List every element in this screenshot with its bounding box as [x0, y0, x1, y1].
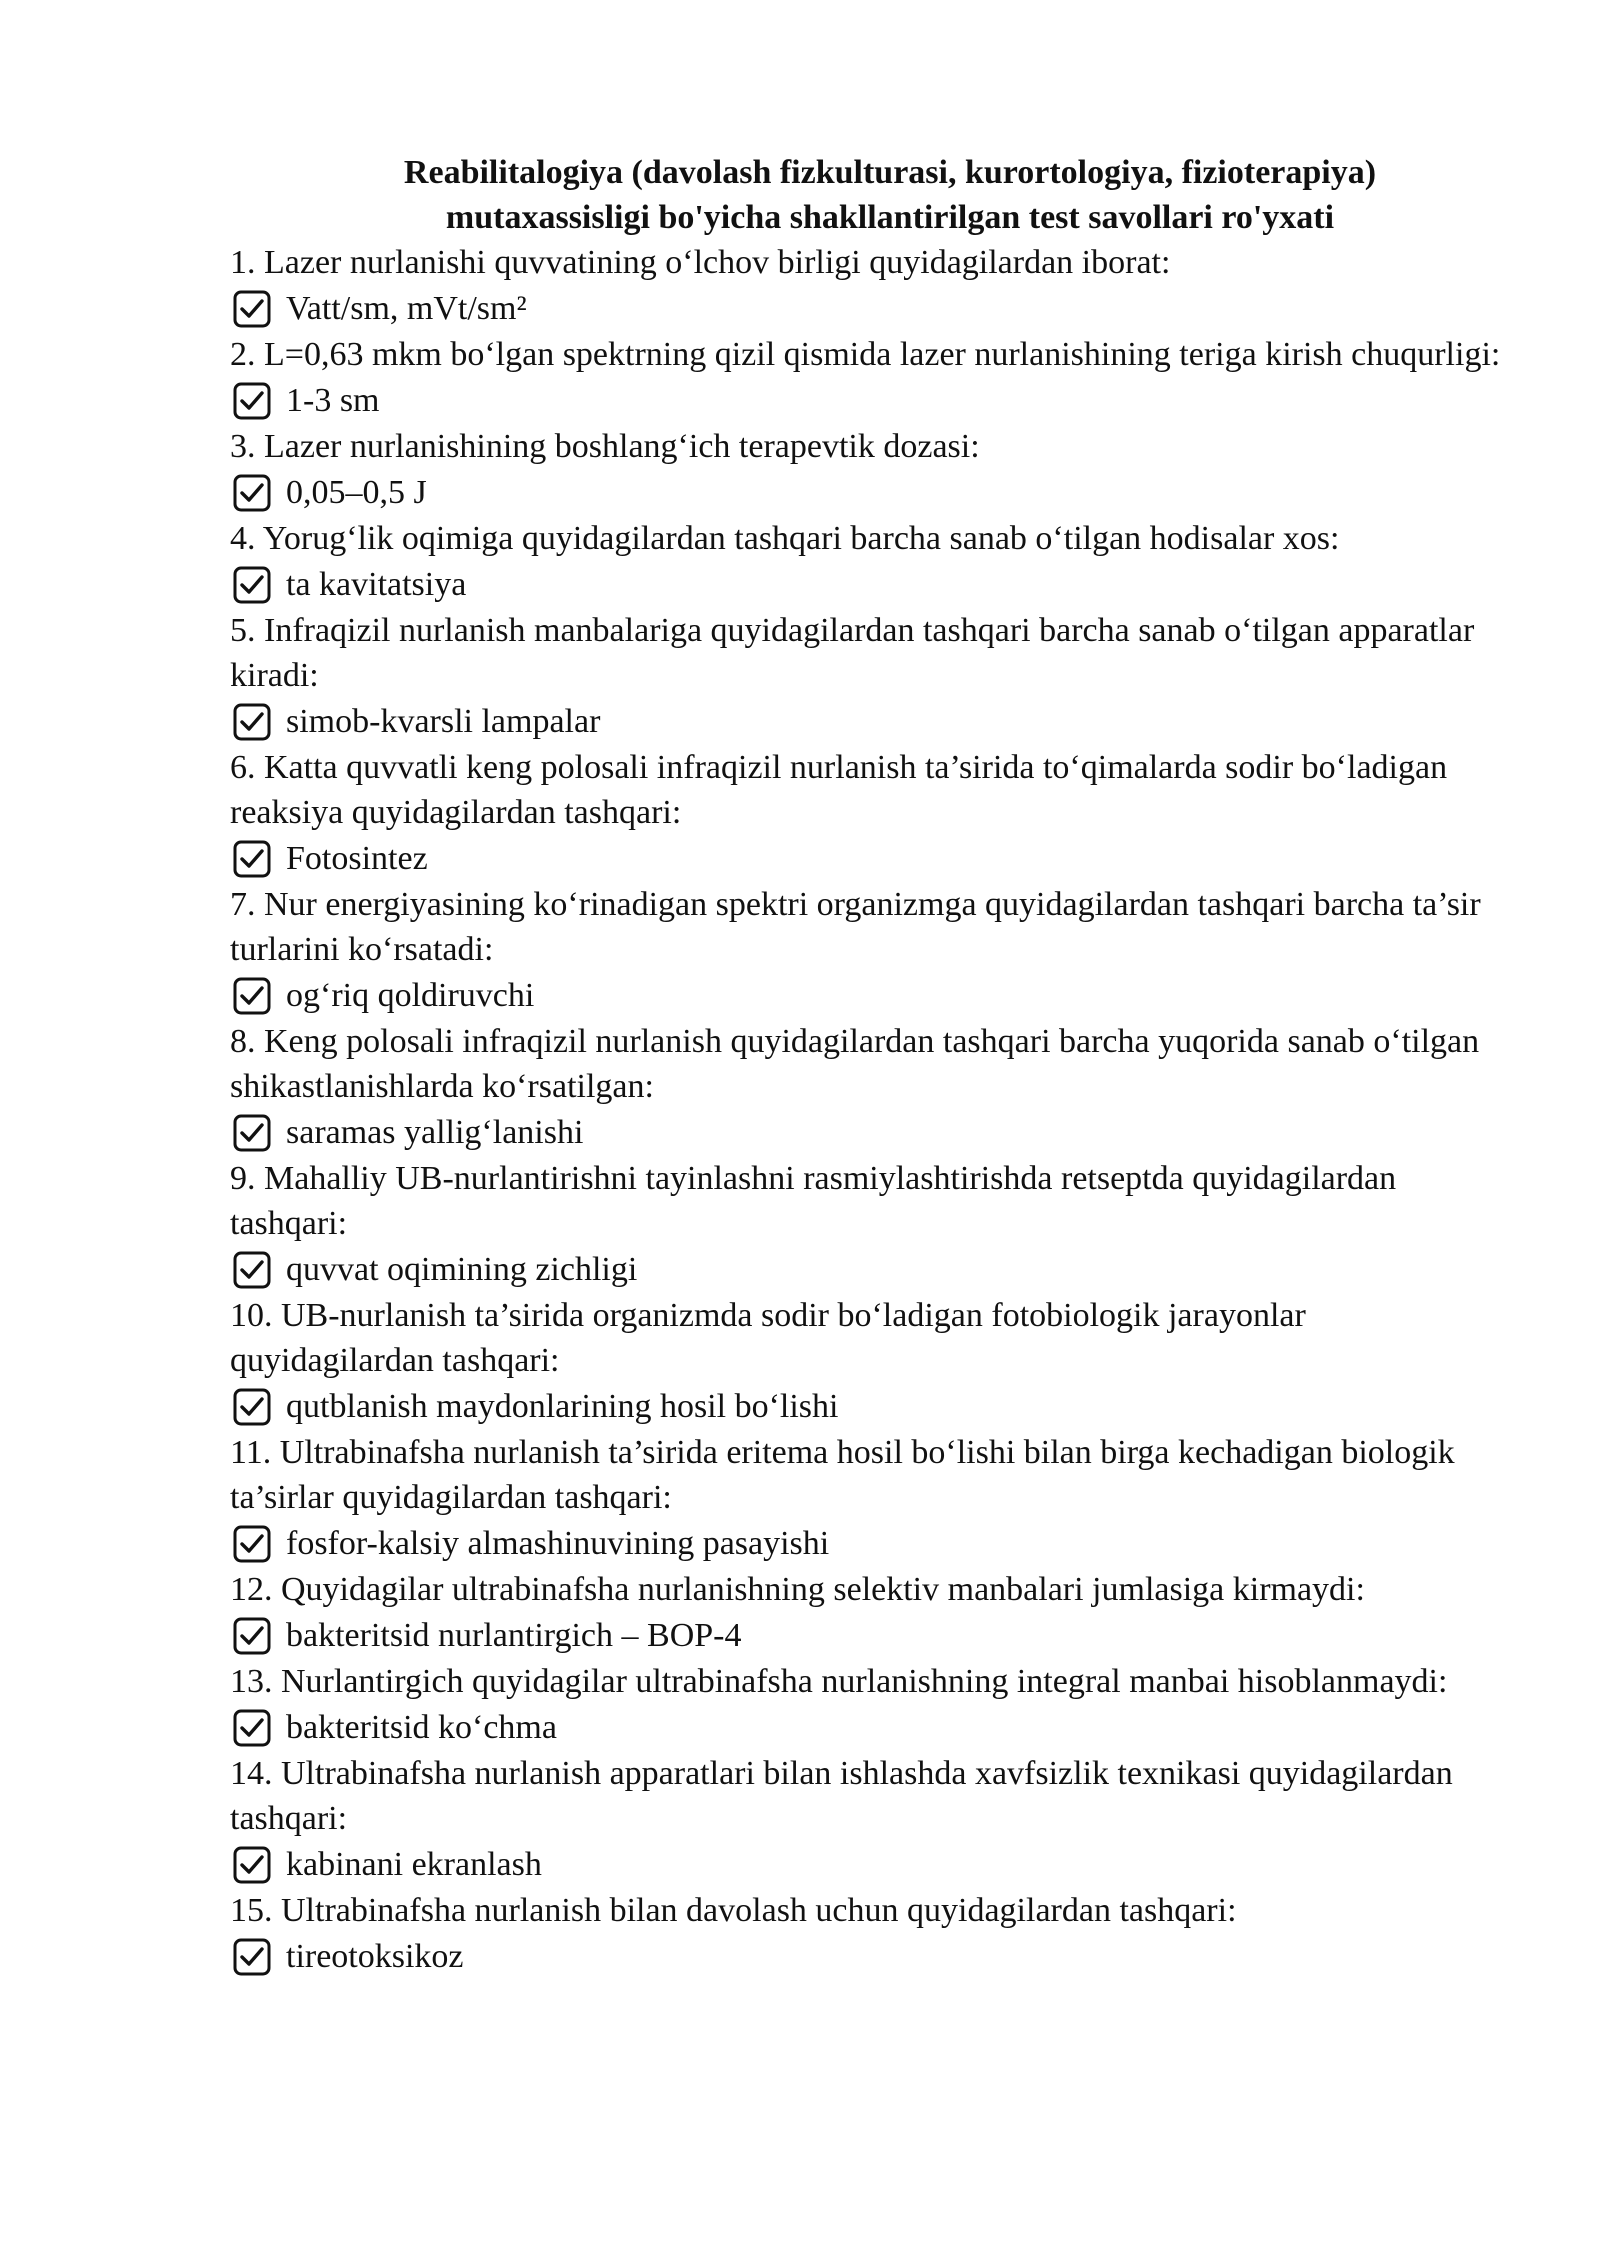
answer-text: Fotosintez — [286, 840, 428, 877]
answer-text: bakteritsid nurlantirgich – BOP-4 — [286, 1617, 742, 1654]
answer-row — [230, 1246, 1510, 1293]
document-title — [230, 150, 1510, 240]
answer-text: simob-kvarsli lampalar — [286, 703, 601, 740]
answer-row — [230, 1109, 1510, 1156]
checked-box-icon — [232, 1524, 272, 1564]
answer-text: ta kavitatsiya — [286, 566, 467, 603]
answer-text: quvvat oqimining zichligi — [286, 1251, 638, 1288]
question-text: 10. UB-nurlanish ta’sirida organizmda sodir bo‘ladigan fotobiologik jarayonlar quyidagilardan tashqari: — [230, 1297, 1306, 1379]
answer-row — [230, 1383, 1510, 1430]
checked-box-icon — [232, 1250, 272, 1290]
title-line-1: Reabilitalogiya (davolash fizkulturasi, kurortologiya, fizioterapiya) — [403, 154, 1377, 191]
question-item — [230, 424, 1510, 516]
checked-box-icon — [232, 702, 272, 742]
question-list — [230, 240, 1510, 1980]
question-item — [230, 1751, 1510, 1888]
question-item — [230, 1659, 1510, 1751]
answer-row — [230, 469, 1510, 516]
question-text: 14. Ultrabinafsha nurlanish apparatlari bilan ishlashda xavfsizlik texnikasi quyidagilardan tashqari: — [230, 1755, 1453, 1837]
question-text: 11. Ultrabinafsha nurlanish ta’sirida eritema hosil bo‘lishi bilan birga kechadigan biologik ta’sirlar quyidagilardan tashqari: — [230, 1434, 1455, 1516]
checked-box-icon — [232, 1387, 272, 1427]
checked-box-icon — [232, 289, 272, 329]
answer-row — [230, 377, 1510, 424]
answer-row — [230, 1933, 1510, 1980]
question-text: 15. Ultrabinafsha nurlanish bilan davolash uchun quyidagilardan tashqari: — [230, 1892, 1237, 1929]
answer-row — [230, 1704, 1510, 1751]
checked-box-icon — [232, 1616, 272, 1656]
question-text: 13. Nurlantirgich quyidagilar ultrabinafsha nurlanishning integral manbai hisoblanmaydi: — [230, 1663, 1448, 1700]
question-item — [230, 745, 1510, 882]
checked-box-icon — [232, 473, 272, 513]
question-text: 6. Katta quvvatli keng polosali infraqizil nurlanish ta’sirida to‘qimalarda sodir bo‘ladigan reaksiya quyidagilardan tashqari: — [230, 749, 1448, 831]
question-text: 3. Lazer nurlanishining boshlang‘ich terapevtik dozasi: — [230, 428, 980, 465]
answer-row — [230, 561, 1510, 608]
answer-text: Vatt/sm, mVt/sm² — [286, 290, 527, 327]
answer-text: qutblanish maydonlarining hosil bo‘lishi — [286, 1388, 839, 1425]
question-text: 8. Keng polosali infraqizil nurlanish quyidagilardan tashqari barcha yuqorida sanab o‘tilgan shikastlanishlarda ko‘rsatilgan: — [230, 1023, 1480, 1105]
question-item — [230, 332, 1510, 424]
title-line-2: mutaxassisligi bo'yicha shakllantirilgan test savollari ro'yxati — [445, 199, 1335, 236]
question-item — [230, 516, 1510, 608]
checked-box-icon — [232, 565, 272, 605]
checked-box-icon — [232, 1845, 272, 1885]
question-text: 9. Mahalliy UB-nurlantirishni tayinlashni rasmiylashtirishda retseptda quyidagilardan tashqari: — [230, 1160, 1397, 1242]
answer-row — [230, 1520, 1510, 1567]
answer-row — [230, 1612, 1510, 1659]
answer-text: kabinani ekranlash — [286, 1846, 542, 1883]
checked-box-icon — [232, 381, 272, 421]
answer-text: bakteritsid ko‘chma — [286, 1709, 557, 1746]
question-text: 2. L=0,63 mkm bo‘lgan spektrning qizil qismida lazer nurlanishining teriga kirish chuqurligi: — [230, 336, 1501, 373]
question-text: 12. Quyidagilar ultrabinafsha nurlanishning selektiv manbalari jumlasiga kirmaydi: — [230, 1571, 1365, 1608]
checked-box-icon — [232, 1113, 272, 1153]
answer-text: og‘riq qoldiruvchi — [286, 977, 535, 1014]
question-item — [230, 1019, 1510, 1156]
checked-box-icon — [232, 1708, 272, 1748]
checked-box-icon — [232, 1937, 272, 1977]
answer-row — [230, 285, 1510, 332]
checked-box-icon — [232, 839, 272, 879]
answer-row — [230, 835, 1510, 882]
answer-text: fosfor-kalsiy almashinuvining pasayishi — [286, 1525, 830, 1562]
question-item — [230, 240, 1510, 332]
document-page — [230, 150, 1510, 1980]
question-item — [230, 608, 1510, 745]
question-item — [230, 1888, 1510, 1980]
question-item — [230, 1293, 1510, 1430]
answer-text: tireotoksikoz — [286, 1938, 464, 1975]
question-text: 1. Lazer nurlanishi quvvatining o‘lchov birligi quyidagilardan iborat: — [230, 244, 1171, 281]
answer-row — [230, 972, 1510, 1019]
answer-text: 1-3 sm — [286, 382, 380, 419]
question-item — [230, 1156, 1510, 1293]
question-text: 7. Nur energiyasining ko‘rinadigan spektri organizmga quyidagilardan tashqari barcha ta’sir turlarini ko‘rsatadi: — [230, 886, 1481, 968]
question-item — [230, 1430, 1510, 1567]
answer-text: saramas yallig‘lanishi — [286, 1114, 584, 1151]
checked-box-icon — [232, 976, 272, 1016]
question-item — [230, 1567, 1510, 1659]
answer-row — [230, 698, 1510, 745]
question-item — [230, 882, 1510, 1019]
question-text: 4. Yorug‘lik oqimiga quyidagilardan tashqari barcha sanab o‘tilgan hodisalar xos: — [230, 520, 1340, 557]
answer-text: 0,05–0,5 J — [286, 474, 427, 511]
answer-row — [230, 1841, 1510, 1888]
question-text: 5. Infraqizil nurlanish manbalariga quyidagilardan tashqari barcha sanab o‘tilgan apparatlar kiradi: — [230, 612, 1475, 694]
